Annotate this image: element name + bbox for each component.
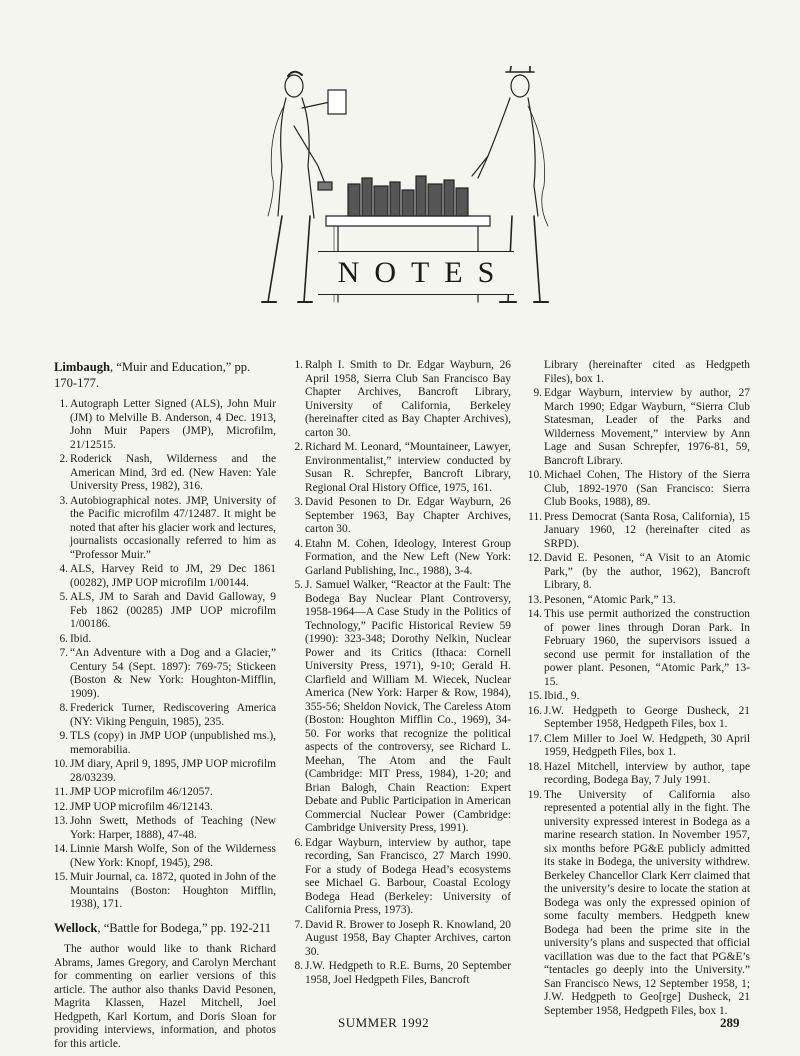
note-number: 12. [53,800,68,813]
note-text: Muir Journal, ca. 1872, quoted in John of the Mountains (Boston: Houghton Mifflin, 1938), 171. [70,871,276,910]
note-number: 10. [53,758,68,770]
note-text: The University of California also represented a potential ally in the fight. The university expressed interest in Bodega as a marine research station. In November 1957, six months before PG&E publicly admitted its stake in Bodega, the university withdrew. Berkeley Chancellor Clark Kerr claimed that the university’s desire to locate the station at Bodega was only the expressed opinion of some faculty members. Hedgpeth knew Bodega had been the prime site in the university’s plans and suspected that official vacillation was due to the fact that PG&E’s “tentacles go deeply into the University.” San Francisco News, 12 September 1958, 1; J.W. Hedgpeth to Geo[rge] Dusheck, 21 September 1958, Hedgpeth Files, box 1. [544,788,750,1017]
note-text: Frederick Turner, Rediscovering America (NY: Viking Penguin, 1985), 235. [70,702,276,728]
note-text: Press Democrat (Santa Rosa, California), 15 January 1960, 12 (hereinafter cited as SRPD). [544,510,750,550]
note-item [528,469,750,510]
section-author: Wellock [54,920,98,935]
note-number: 4. [59,563,68,575]
note-item [54,647,276,701]
note-item [528,511,750,552]
note-text: John Swett, Methods of Teaching (New York: Harper, 1888), 47-48. [70,815,276,841]
note-text: JMP UOP microfilm 46/12057. [70,786,213,798]
note-item [528,705,750,732]
note-text: David R. Brower to Joseph R. Knowland, 20 August 1958, Bay Chapter Archives, carton 30. [305,918,511,958]
note-item [528,733,750,760]
note-number: 3. [59,494,68,507]
note-text: Ralph I. Smith to Dr. Edgar Wayburn, 26 April 1958, Sierra Club San Francisco Bay Chapter Archives, Bancroft Library, University of California, Berkeley (hereinafter cited as Bay Chapter Archives), carton 30. [305,359,511,439]
note-item [54,801,276,815]
footer-issue: SUMMER 1992 [338,1015,430,1030]
note-number: 3. [294,496,303,508]
note-text: Richard M. Leonard, “Mountaineer, Lawyer, Environmentalist,” interview conducted by Susan R. Schrepfer, Bancroft Library, Regional Oral History Office, 1975, 161. [305,441,511,494]
note-text: JM diary, April 9, 1895, JMP UOP microfilm 28/03239. [70,758,276,784]
note-item [54,815,276,842]
note-number: 13. [527,593,542,606]
note-text: TLS (copy) in JMP UOP (unpublished ms.), memorabilia. [70,730,276,756]
column-1 [54,360,276,1051]
page-title: NOTES [318,251,514,295]
note-number: 16. [527,704,542,717]
note-item [54,398,276,452]
note-text: Clem Miller to Joel W. Hedgpeth, 30 April 1959, Hedgpeth Files, box 1. [544,732,750,758]
note-item [54,730,276,757]
note-item [54,758,276,785]
note-text: Autograph Letter Signed (ALS), John Muir (JM) to Melville B. Anderson, 4 Dec. 1913, John Muir Papers (JMP), Microfilm, 21/12515. [70,398,276,451]
note-item [528,594,750,608]
note-continuation: Library (hereinafter cited as Hedgpeth Files), box 1. [544,359,750,385]
note-text: Linnie Marsh Wolfe, Son of the Wilderness (New York: Knopf, 1945), 298. [70,843,276,869]
note-text: This use permit authorized the construction of power lines through Doran Park. In February 1960, the supervisors issued a second use permit for installation of the power plant. Pesonen, “Atomic Park,” 13-15. [544,608,750,688]
note-item [528,387,750,468]
note-text: Hazel Mitchell, interview by author, tape recording, Bodega Bay, 7 July 1991. [544,760,750,786]
note-text: ALS, Harvey Reid to JM, 29 Dec 1861 (00282), JMP UOP microfilm 1/00144. [70,563,276,589]
note-number: 6. [59,632,68,645]
note-text: Ibid., 9. [544,690,580,702]
note-item [54,871,276,912]
note-item [528,789,750,1019]
column-3 [528,359,750,1019]
page-number: 289 [720,1015,740,1030]
acknowledgement: The author would like to thank Richard Abrams, James Gregory, and Carolyn Merchant for commenting on earlier versions of this article. The author also thanks David Pesonen, Magrita Klassen, Hazel Mitchell, Joel Hedgpeth, Karl Kortum, and Doris Sloan for providing interviews, information, and photos for this article. [54,943,276,1050]
note-text: David Pesonen to Dr. Edgar Wayburn, 26 September 1963, Bay Chapter Archives, carton 30. [305,496,511,535]
note-text: Edgar Wayburn, interview by author, tape recording, San Francisco, 27 March 1990. For a study of Bodega Head’s ecosystems see Michael G. Barbour, Coastal Ecology Bodega Head (Berkeley: University of California Press, 1973). [305,836,511,916]
note-text: “An Adventure with a Dog and a Glacier,” Century 54 (Sept. 1897): 769-75; Stickeen (Boston & New York: Houghton-Mifflin, 1909). [70,647,276,700]
note-number: 11. [54,786,68,798]
note-number: 10. [527,469,542,481]
note-item [528,608,750,689]
column-2 [289,359,511,988]
note-item [54,843,276,870]
note-number: 9. [533,387,542,399]
note-number: 15. [53,871,68,883]
note-item [54,633,276,647]
note-item [289,960,511,987]
note-item [528,552,750,593]
section-heading-limbaugh [54,360,276,391]
note-number: 14. [527,608,542,620]
note-number: 11. [528,510,542,523]
note-number: 4. [294,537,303,550]
note-text: J. Samuel Walker, “Reactor at the Fault: The Bodega Bay Nuclear Plant Controversy, 1958-1964—A Case Study in the Politics of Technology,” Pacific Historical Review 59 (1990): 323-348; Dorothy Nelkin, Nuclear Power and its Critics (Ithaca: Cornell University Press, 1971), 9-10; Gerald H. Clarfield and William M. Wiecek, Nuclear America (New York: Harper & Row, 1984), 355-56; Sheldon Novick, The Careless Atom (Boston: Houghton Mifflin Co., 1969), 34-50. For works that recognize the political aspects of the controversy, see Richard L. Meehan, The Atom and the Fault (Cambridge: MIT Press, 1984), 1-20; and Brian Balogh, Chain Reaction: Expert Debate and Public Participation in American Commercial Nuclear Power (Cambridge: Cambridge University Press, 1991). [305,579,511,834]
note-number: 19. [527,788,542,801]
note-text: J.W. Hedgpeth to R.E. Burns, 20 September 1958, Joel Hedgpeth Files, Bancroft [305,960,511,986]
note-item [528,761,750,788]
notes-list-wellock-a [289,359,511,987]
note-number: 5. [294,579,303,591]
note-item [289,441,511,495]
note-item [289,538,511,579]
note-number: 17. [527,732,542,745]
note-number: 6. [294,836,303,849]
note-item [289,496,511,537]
notes-list-limbaugh [54,398,276,912]
section-heading-wellock [54,921,276,937]
note-number: 1. [294,359,303,371]
note-number: 2. [294,441,303,453]
note-text: Pesonen, “Atomic Park,” 13. [544,593,676,606]
note-text: David E. Pesonen, “A Visit to an Atomic Park,” (by the author, 1962), Bancroft Library, 8. [544,552,750,591]
notes-list-wellock-b [528,387,750,1018]
note-item [289,919,511,960]
note-item [54,591,276,632]
note-number: 8. [59,702,68,714]
note-text: ALS, JM to Sarah and David Galloway, 9 Feb 1862 (00285) JMP UOP microfilm 1/00186. [70,591,276,630]
note-number: 14. [53,843,68,855]
note-number: 13. [53,815,68,827]
note-number: 7. [294,918,303,931]
note-text: Etahn M. Cohen, Ideology, Interest Group Formation, and the New Left (New York: Garland Publishing, Inc., 1988), 3-4. [305,537,511,577]
section-title: , “Muir and Education,” pp. 170-177. [54,360,251,390]
note-number: 8. [294,960,303,972]
note-item [54,563,276,590]
note-number: 9. [59,730,68,742]
note-text: Autobiographical notes. JMP, University of the Pacific microfilm 47/12487. It might be noted that after his glacier work and lectures, journalists occasionally referred to him as “Professor Muir.” [70,494,276,561]
note-text: Roderick Nash, Wilderness and the American Mind, 3rd ed. (New Haven: Yale University Press, 1982), 316. [70,453,276,492]
note-item [289,359,511,440]
note-item [528,690,750,704]
note-number: 7. [59,647,68,659]
note-number: 2. [59,453,68,465]
note-text: JMP UOP microfilm 46/12143. [70,800,213,813]
note-item [54,495,276,563]
note-text: Ibid. [70,632,92,645]
note-text: J.W. Hedgpeth to George Dusheck, 21 September 1958, Hedgpeth Files, box 1. [544,704,750,730]
note-number: 18. [527,760,542,773]
note-item [289,837,511,918]
note-item [54,453,276,494]
note-text: Michael Cohen, The History of the Sierra Club, 1892-1970 (San Francisco: Sierra Club Books, 1988), 89. [544,469,750,508]
note-text: Edgar Wayburn, interview by author, 27 March 1990; Edgar Wayburn, “Sierra Club Statesman, Leader of the Parks and Wilderness Movement,” interview by Ann Lage and Susan Schrepfer, 1976-81, 59, Bancroft Library. [544,387,750,467]
section-title: , “Battle for Bodega,” pp. 192-211 [97,920,272,935]
note-number: 15. [527,690,542,702]
note-item [54,702,276,729]
note-number: 5. [59,591,68,603]
note-item [54,786,276,800]
section-author: Limbaugh [54,360,110,374]
note-number: 1. [59,398,68,410]
note-item [289,579,511,836]
note-number: 12. [527,552,542,564]
